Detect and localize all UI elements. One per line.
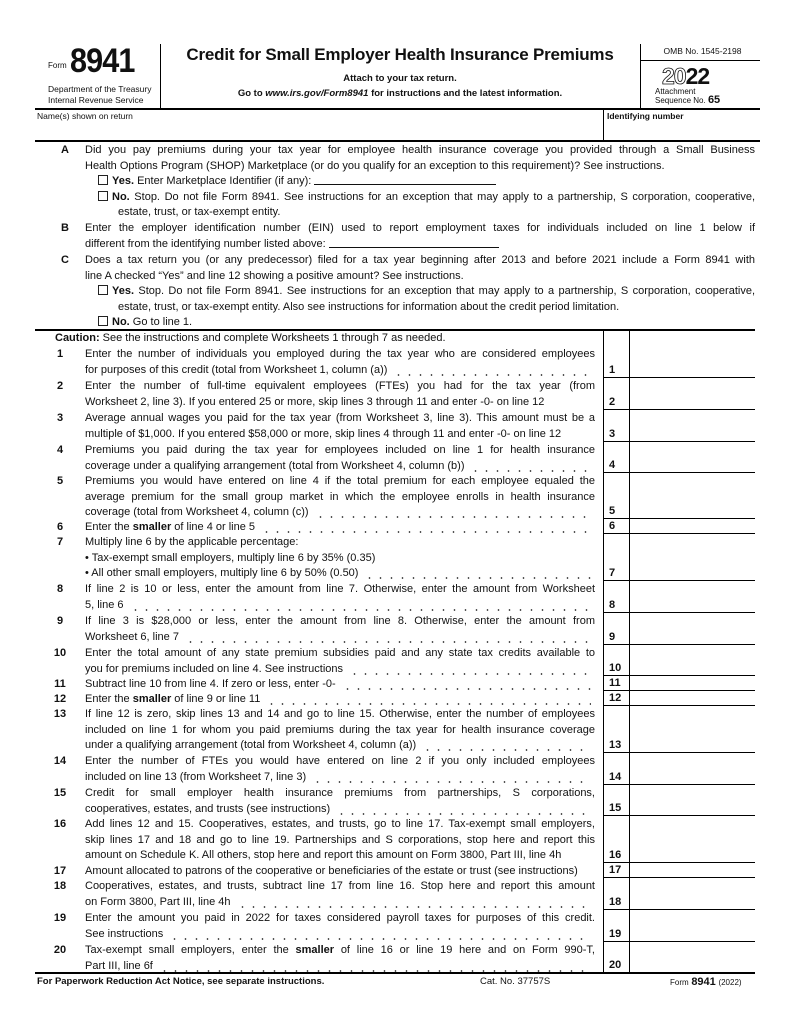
line-text [85,551,595,567]
dot-leader [185,630,591,646]
line-text [85,395,595,411]
yes-text: Stop. Do not file Form 8941. See instructions for an exception that may apply to a partnership, S corporation, cooperative, [134,285,755,297]
line-box-label: 16 [609,849,622,861]
line-box-label: 14 [609,771,622,783]
dot-leader [312,770,591,786]
line-text-segment: • Tax-exempt small employers, multiply line 6 by 35% (0.35) [85,551,376,564]
line-box-label: 7 [609,567,616,579]
line-number: 1 [56,348,64,360]
line-box-label: 9 [609,631,616,643]
caution-text: See the instructions and complete Worksheets 1 through 7 as needed. [99,332,446,344]
line-description [85,879,595,910]
line-text-segment [85,944,595,956]
line-text-segment: Enter the number of individuals you employed during the tax year who are considered employees [85,348,595,360]
form-title: Credit for Small Employer Health Insurance Premiums [186,45,614,64]
line-text-segment: of line 16 or line 19 here and on Form 990-T, [334,944,595,956]
emphasis-text: smaller [295,944,335,956]
line-number-box [603,878,630,910]
line-text [85,879,595,895]
line-text-segment: included on line 13 (from Worksheet 7, line 3) [85,770,307,783]
caution-label: Caution: [55,332,100,344]
line-text [85,817,595,833]
line-text-segment: Premiums you paid during the tax year for employees included on line 1 for health insurance [85,444,595,456]
line-text-segment: Enter the [85,521,133,533]
footer-form-word: Form [670,978,689,987]
goto-post: for instructions and the latest information. [368,88,563,99]
line-text-segment: Part III, line 6f [85,959,153,972]
line-15-amount-field[interactable] [630,785,755,816]
line-text [85,662,595,678]
line-description [85,535,595,582]
line-text [85,379,595,395]
line-description [85,614,595,645]
dot-leader [364,566,591,582]
marketplace-identifier-field[interactable] [314,175,496,185]
question-c-no-checkbox[interactable] [98,316,108,326]
line-text [85,927,595,943]
line-text [85,347,595,363]
line-number-box [603,473,630,519]
line-text [85,646,595,662]
line-number-box [603,753,630,785]
line-description [85,379,595,410]
line-4-amount-field[interactable] [630,442,755,473]
line-description [85,911,595,942]
line-text [85,943,595,959]
line-text-segment: included on line 1 for whom you paid premiums during the tax year for health insurance coverage [85,723,595,736]
line-number: 17 [53,865,67,877]
line-number-box [603,676,630,691]
line-number: 8 [56,583,64,595]
line-text [85,786,595,802]
line-17-row [35,863,755,878]
line-box-label: 20 [609,959,622,971]
line-9-row [35,613,755,645]
line-text [85,802,595,818]
line-text-segment: Add lines 12 and 15. Cooperatives, estates, and trusts, go to line 17. Tax-exempt small employers, [85,818,595,830]
line-text-segment: amount on Schedule K. All others, stop here and report this amount on Form 3800, Part III, line 4h [85,849,562,861]
line-text [85,754,595,770]
form-number-value: 8941 [69,42,135,80]
line-text [85,411,595,427]
line-number-box [603,378,630,410]
department-name: Department of the Treasury [48,84,152,94]
line-5-row [35,473,755,519]
line-description [85,646,595,677]
line-box-label: 5 [609,505,616,517]
line-text [85,535,595,551]
sequence-label: Sequence No. [655,96,706,105]
line-5-amount-field[interactable] [630,473,755,519]
line-text-segment: on Form 3800, Part III, line 4h [85,895,231,908]
line-number-box [603,691,630,706]
line-text-segment: Premiums you would have entered on line 4 if the total premium for each employee equaled the [85,475,595,487]
instructions-link[interactable]: www.irs.gov/Form8941 [265,88,369,99]
line-text [85,770,595,786]
line-box-label: 12 [609,692,622,704]
question-c-label: C [61,254,69,266]
line-number: 4 [56,444,64,456]
divider [160,44,161,108]
line-16-amount-field[interactable] [630,816,755,863]
line-text-segment: Subtract line 10 from line 4. If zero or less, enter -0- [85,678,336,690]
line-description [85,943,595,974]
question-b [55,221,755,253]
dot-leader [349,662,591,678]
line-20-amount-field[interactable] [630,942,755,973]
year-bold: 22 [685,63,710,89]
line-19-row [35,910,755,942]
line-text [85,598,595,614]
dot-leader [422,738,591,754]
question-a-label: A [61,144,69,156]
line-11-amount-field[interactable] [630,676,755,691]
attach-note: Attach to your tax return. [343,73,457,84]
dot-leader [336,802,591,818]
divider [603,110,604,140]
name-field[interactable] [37,121,602,139]
line-number: 12 [53,693,67,705]
line-17-amount-field[interactable] [630,863,755,878]
line-12-row [35,691,755,706]
line-description [85,347,595,378]
attachment-sequence [655,87,720,105]
line-16-row [35,816,755,863]
line-text-segment: Worksheet 6, line 7 [85,630,179,643]
line-text [85,723,595,739]
no-text: Stop. Do not file Form 8941. See instructions for an exception that may apply to a partnership, S corporation, cooperative, [129,190,755,203]
line-description [85,411,595,442]
line-14-amount-field[interactable] [630,753,755,785]
line-description [85,474,595,521]
line-description [85,707,595,754]
tax-year [662,63,709,90]
identifying-number-label: Identifying number [607,111,684,121]
line-box-label: 19 [609,928,622,940]
footer-form-number: 8941 [691,976,716,988]
form-number [48,42,141,81]
line-number-box [603,442,630,473]
line-number-box [603,706,630,753]
line-text-segment: skip lines 17 and 18 and go to line 19. Partnerships and S corporations, stop here and report this [85,833,595,846]
instructions-note [165,88,635,99]
line-text-segment: Enter the number of full-time equivalent employees (FTEs) you had for the tax year (from [85,380,595,392]
line-box-label: 2 [609,396,616,408]
question-c-yes-checkbox[interactable] [98,285,108,295]
line-text-segment: of line 9 or line 11 [171,693,261,705]
line-text-segment: coverage under a qualifying arrangement (total from Worksheet 4, column (b)) [85,459,465,472]
line-number: 15 [53,787,67,799]
line-text-segment: Cooperatives, estates, and trusts, subtract line 17 from line 16. Stop here and report this amount [85,880,595,892]
line-box-label: 3 [609,428,616,440]
footer-year: (2022) [718,978,742,987]
line-box-label: 15 [609,802,622,814]
line-12-amount-field[interactable] [630,691,755,706]
omb-number: OMB No. 1545-2198 [663,46,742,56]
year-outline: 20 [662,63,686,89]
line-1-row [35,346,755,378]
question-a-yes-checkbox[interactable] [98,175,108,185]
line-text-segment: If line 12 is zero, skip lines 13 and 14 and go to line 15. Otherwise, enter the number of employees [85,708,595,720]
line-3-row [35,410,755,442]
line-number: 16 [53,818,67,830]
divider [640,60,760,61]
line-20-row [35,942,755,973]
question-c [55,253,755,330]
line-text-segment: for purposes of this credit (total from Worksheet 1, column (a)) [85,363,388,376]
line-text [85,427,595,443]
ein-field[interactable] [329,238,499,248]
line-number: 7 [56,536,64,548]
dot-leader [169,927,591,943]
line-description [85,754,595,785]
line-text-segment: Enter the total amount of any state premium subsidies paid and any state tax credits available to [85,647,595,659]
line-number-box [603,534,630,581]
question-a-text: Did you pay premiums during your tax year for employee health insurance coverage you provided through a Small Business [85,144,755,156]
line-text-segment: average premium for the small group market in which the employee enrolls in health insurance [85,490,595,503]
dot-leader [237,895,591,911]
line-text-segment: • All other small employers, multiply line 6 by 50% (0.50) [85,567,359,579]
emphasis-text: smaller [132,521,172,533]
question-a [55,143,755,223]
line-2-row [35,378,755,410]
line-text-segment: Enter the amount you paid in 2022 for taxes considered payroll taxes for purposes of this credit. [85,912,595,924]
line-text [85,911,595,927]
line-number: 19 [53,912,67,924]
yes-text: Enter Marketplace Identifier (if any): [134,175,312,187]
dot-leader [470,459,591,475]
line-box-label: 18 [609,896,622,908]
line-box-label: 8 [609,599,616,611]
line-box-label: 6 [609,520,616,532]
line-text-segment: Worksheet 2, line 3). If you entered 25 or more, skip lines 3 through 11 and enter -0- on line 12 [85,395,545,408]
line-10-amount-field[interactable] [630,645,755,676]
line-text-segment: 5, line 6 [85,598,124,611]
line-text [85,707,595,723]
question-c-text: line A checked “Yes” and line 12 showing a positive amount? See instructions. [85,269,464,282]
line-text-segment: Credit for small employer health insurance premiums from partnerships, S corporations, [85,787,595,799]
identifying-number-field[interactable] [606,121,756,139]
yes-label: Yes. [112,175,135,187]
line-text [85,833,595,849]
line-11-row [35,676,755,691]
line-number-box [603,863,630,878]
line-text [85,490,595,506]
service-name: Internal Revenue Service [48,95,144,105]
yes-label: Yes. [112,285,135,297]
line-text [85,474,595,490]
line-text-segment: you for premiums included on line 4. See instructions [85,662,344,675]
paperwork-notice: For Paperwork Reduction Act Notice, see separate instructions. [37,976,325,987]
dot-leader [130,598,591,614]
amount-field [630,330,755,346]
line-text-segment: cooperatives, estates, and trusts (see instructions) [85,802,331,815]
line-text-segment: If line 2 is 10 or less, enter the amount from line 7. Otherwise, enter the amount from Worksheet [85,583,595,595]
line-text-segment: multiple of $1,000. If you entered $58,000 or more, skip lines 4 through 11 and enter -0- on line 12 [85,427,562,440]
line-description [85,582,595,613]
form-word: Form [48,61,67,70]
line-number: 5 [56,475,64,487]
line-text [85,582,595,598]
question-b-text: Enter the employer identification number (EIN) used to report employment taxes for individuals included on line 1 below if [85,222,755,234]
line-19-amount-field[interactable] [630,910,755,942]
line-number: 3 [56,412,64,424]
line-1-amount-field[interactable] [630,346,755,378]
question-b-label: B [61,222,69,234]
divider [35,108,760,110]
question-c-text: Does a tax return you (or any predecessor) filed for a tax year beginning after 2013 and before 2021 include a Form 8941 with [85,254,755,266]
line-description [85,786,595,817]
line-10-row [35,645,755,676]
question-a-text: Health Options Program (SHOP) Marketplace (or do you qualify for an exception to this requirement)? See instructions. [85,159,665,172]
line-18-amount-field[interactable] [630,878,755,910]
no-label: No. [112,316,130,328]
line-number: 2 [56,380,64,392]
line-6-row [35,519,755,534]
line-number-box [603,346,630,378]
line-text-segment: coverage (total from Worksheet 4, column (c)) [85,506,309,518]
line-13-amount-field[interactable] [630,706,755,753]
line-text-segment: Multiply line 6 by the applicable percentage: [85,536,299,548]
line-box-label: 11 [609,677,621,689]
divider [35,140,760,142]
line-box-label: 10 [609,662,622,674]
line-description [85,443,595,474]
yes-text: estate, trust, or tax-exempt entity. Also see instructions for information about the credit period limitation. [118,300,620,313]
goto-pre: Go to [237,88,266,99]
line-3-amount-field[interactable] [630,410,755,442]
line-8-amount-field[interactable] [630,581,755,613]
line-7-row [35,534,755,581]
line-13-row [35,706,755,753]
line-number-box [603,581,630,613]
line-number: 6 [56,521,64,533]
line-number-box [603,942,630,973]
line-number: 9 [56,615,64,627]
credit-lines [35,330,755,973]
line-text-segment: Enter the [85,693,133,705]
line-text [85,895,595,911]
no-text: estate, trust, or tax-exempt entity. [118,206,281,218]
line-description [85,817,595,864]
line-18-row [35,878,755,910]
line-box-label: 4 [609,459,616,471]
line-4-row [35,442,755,473]
sequence-number: 65 [707,94,721,106]
line-number: 13 [53,708,67,720]
divider [640,44,641,108]
line-9-amount-field[interactable] [630,613,755,645]
no-label: No. [112,190,130,203]
line-text [85,738,595,754]
line-number-box [603,613,630,645]
line-number: 14 [53,755,67,767]
line-number-box [603,910,630,942]
caution-row [35,330,755,346]
line-box-label: 1 [609,364,616,376]
emphasis-text: smaller [132,693,172,705]
line-2-amount-field[interactable] [630,378,755,410]
question-b-text: different from the identifying number listed above: [85,237,326,250]
department [48,84,151,106]
line-text [85,566,595,582]
line-text-segment: Average annual wages you paid for the tax year (from Worksheet 3, line 3). This amount must be a [85,412,595,424]
line-text [85,630,595,646]
line-number-box [603,410,630,442]
line-number-box [603,645,630,676]
line-text-segment: under a qualifying arrangement (total from Worksheet 4, column (a)) [85,739,417,751]
footer-form-id [670,976,742,988]
no-text: Go to line 1. [129,316,193,328]
line-8-row [35,581,755,613]
dot-leader [393,363,591,379]
line-text-segment: of line 4 or line 5 [171,521,256,533]
line-number: 18 [53,880,67,892]
line-text [85,443,595,459]
catalog-number: Cat. No. 37757S [480,976,551,987]
line-number: 20 [53,944,67,956]
line-number-box [603,816,630,863]
line-text [85,459,595,475]
line-text [85,614,595,630]
line-number: 11 [54,678,66,690]
line-text-segment: Enter the number of FTEs you would have entered on line 2 if you only included employees [85,755,595,767]
name-label: Name(s) shown on return [37,111,133,121]
line-text-segment: Amount allocated to patrons of the cooperative or beneficiaries of the estate or trust (see instructions) [85,865,578,877]
line-text [85,363,595,379]
divider [35,972,755,974]
question-a-no-checkbox[interactable] [98,191,108,201]
line-7-amount-field[interactable] [630,534,755,581]
line-text-segment: Tax-exempt small employers, enter the [85,944,296,956]
line-number-box [603,785,630,816]
line-text [85,848,595,864]
attachment-label: Attachment [655,87,696,96]
line-number-box [603,519,630,534]
line-box-label: 13 [609,739,622,751]
line-15-row [35,785,755,816]
line-number: 10 [53,647,67,659]
line-text-segment: See instructions [85,927,164,940]
line-box-label: 17 [609,864,622,876]
line-14-row [35,753,755,785]
line-number-box [603,330,630,346]
line-text-segment: If line 3 is $28,000 or less, enter the amount from line 8. Otherwise, enter the amount from [85,615,595,627]
line-6-amount-field[interactable] [630,519,755,534]
